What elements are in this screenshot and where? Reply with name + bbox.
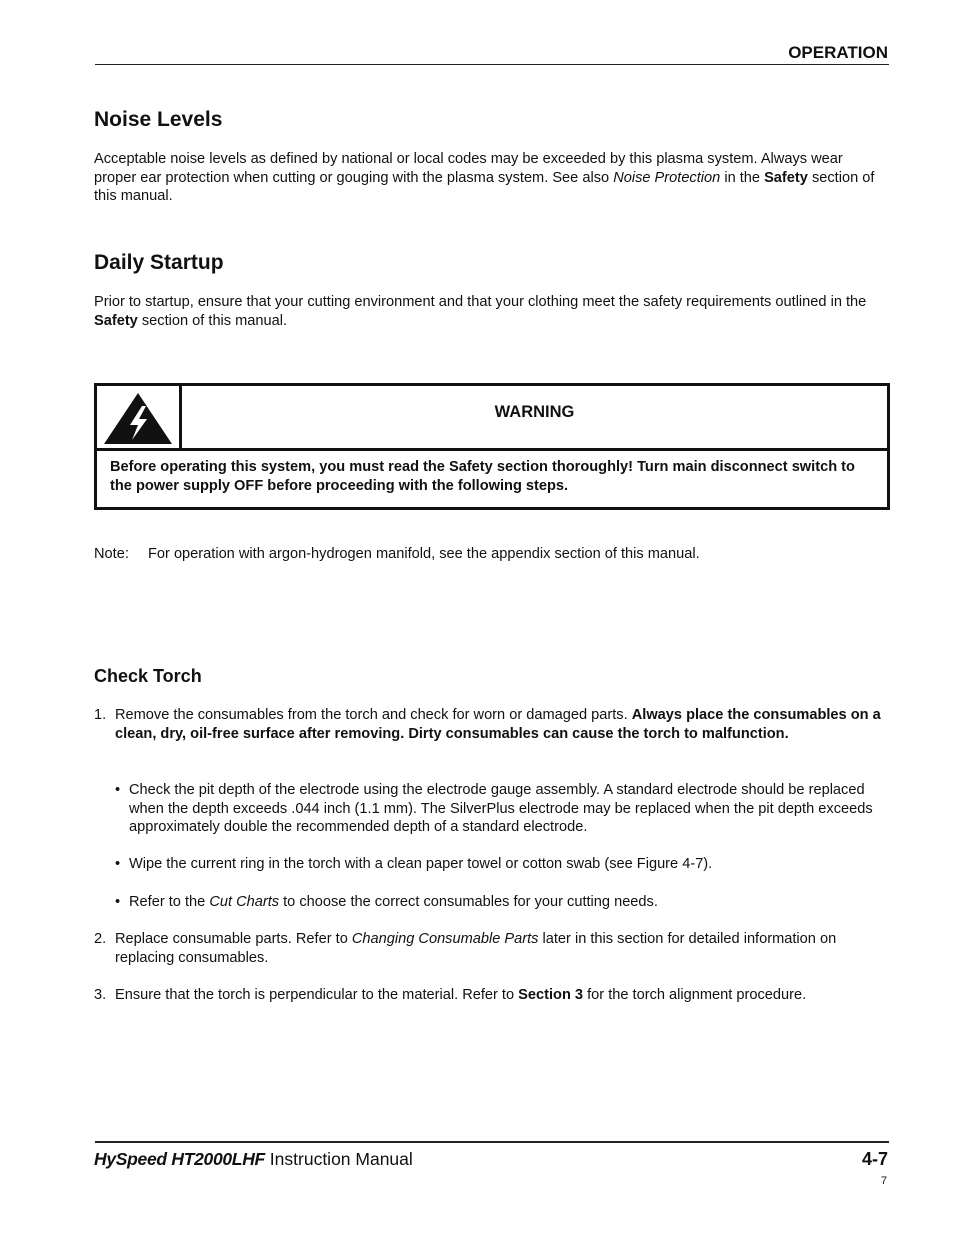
note <box>94 546 700 562</box>
safety-ref: Safety <box>94 312 138 329</box>
warning-text: Before operating this system, you must read the Safety section thoroughly! Turn main disconnect switch to the power supply OFF before proceeding with the following steps. <box>110 459 855 494</box>
footer-rule <box>95 1141 889 1143</box>
warning-title-cell <box>182 386 887 451</box>
safety-ref: Safety <box>764 169 808 186</box>
daily-startup-heading: Daily Startup <box>94 251 224 274</box>
note-label: Note: <box>94 546 129 562</box>
footer-manual-title: HySpeed HT2000LHF Instruction Manual <box>94 1149 413 1169</box>
running-header-section: OPERATION <box>788 43 888 62</box>
noise-levels-paragraph: Acceptable noise levels as defined by national or local codes may be exceeded by this plasma system. Always wear proper ear protection when cutting or gouging with the plasma system. See also Noise Protection in the Safety section of this manual. <box>94 151 875 205</box>
electrical-hazard-icon <box>97 386 179 448</box>
check-torch-heading: Check Torch <box>94 666 202 686</box>
section-3-ref: Section 3 <box>518 987 584 1003</box>
product-brand: HySpeed HT2000LHF <box>94 1149 265 1169</box>
cut-charts-ref: Cut Charts <box>209 894 280 910</box>
header-rule <box>95 64 889 65</box>
warning-title: WARNING <box>494 403 575 421</box>
warning-icon-cell <box>97 386 182 451</box>
noise-levels-heading: Noise Levels <box>94 108 223 131</box>
footer-section-page: 4-7 <box>861 1149 888 1169</box>
warning-box <box>94 383 890 510</box>
note-text: For operation with argon-hydrogen manifold, see the appendix section of this manual. <box>148 546 700 562</box>
noise-protection-ref: Noise Protection <box>613 169 721 186</box>
daily-startup-paragraph: Prior to startup, ensure that your cutting environment and that your clothing meet the safety requirements outlined in the Safety section of this manual. <box>94 294 867 329</box>
changing-consumable-parts-ref: Changing Consumable Parts <box>351 931 539 947</box>
page-number: 7 <box>880 1175 887 1187</box>
